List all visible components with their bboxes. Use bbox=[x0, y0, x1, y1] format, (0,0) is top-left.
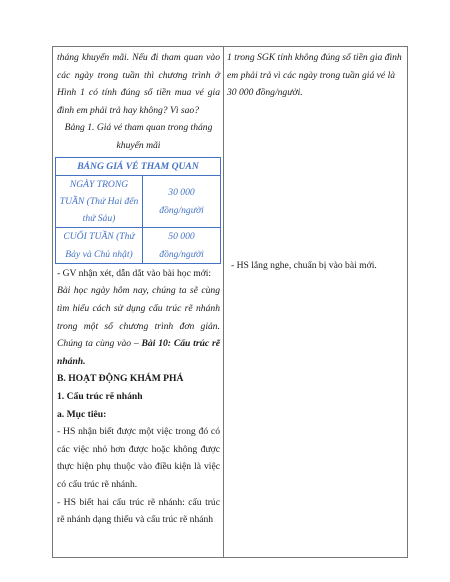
lesson-lead-in bbox=[57, 282, 220, 370]
table-caption: Bảng 1. Giá vé tham quan trong tháng khuyến mãi bbox=[64, 122, 213, 151]
answer-text: 1 trong SGK tính không đúng số tiền gia đình em phải trả vì các ngày trong tuần giá vé là 30 000 đồng/người. bbox=[227, 52, 402, 99]
section-b-heading: B. HOẠT ĐỘNG KHÁM PHÁ bbox=[57, 373, 184, 385]
column-divider bbox=[223, 46, 224, 558]
teacher-activity-column bbox=[57, 49, 220, 529]
price-row-day: NGÀY TRONG TUẦN (Thứ Hai đến thứ Sáu) bbox=[56, 175, 143, 228]
price-row-price: 50 000 đồng/người bbox=[143, 228, 221, 263]
gv-comment: - GV nhận xét, dẫn dắt vào bài học mới: bbox=[57, 267, 212, 279]
objective-label: a. Mục tiêu: bbox=[57, 408, 107, 420]
student-activity-column bbox=[227, 49, 403, 102]
objective-item: - HS biết hai cấu trúc rẽ nhánh: cấu trúc rẽ nhánh dạng thiếu và cấu trúc rẽ nhánh bbox=[57, 496, 220, 526]
price-row-price: 30 000 đồng/người bbox=[143, 175, 221, 228]
lesson-title: Bài 10: Cấu trúc rẽ nhánh. bbox=[57, 338, 220, 367]
section-1-heading: 1. Cấu trúc rẽ nhánh bbox=[57, 390, 143, 402]
price-row-day: CUỐI TUẦN (Thứ Bảy và Chủ nhật) bbox=[56, 228, 143, 263]
price-table-header: BẢNG GIÁ VÉ THAM QUAN bbox=[56, 157, 221, 175]
hs-response: - HS lắng nghe, chuẩn bị vào bài mới. bbox=[231, 260, 377, 271]
lead-in-text: Bài học ngày hôm nay, chúng ta sẽ cùng tìm hiểu cách sử dụng cấu trúc rẽ nhánh trong một số chương trình đơn giản. Chúng ta cùng vào – bbox=[57, 285, 220, 350]
intro-question: tháng khuyến mãi. Nếu đi tham quan vào các ngày trong tuần thì chương trình ở Hình 1 có tính đúng số tiền mua vé gia đình em phải trả hay không? Vì sao? bbox=[57, 52, 220, 116]
price-table bbox=[55, 157, 221, 264]
objective-item: - HS nhận biết được một việc trong đó có các việc nhỏ hơn được hoặc không được thực hiện phụ thuộc vào điều kiện là việc có cấu trúc rẽ nhánh. bbox=[57, 426, 220, 490]
